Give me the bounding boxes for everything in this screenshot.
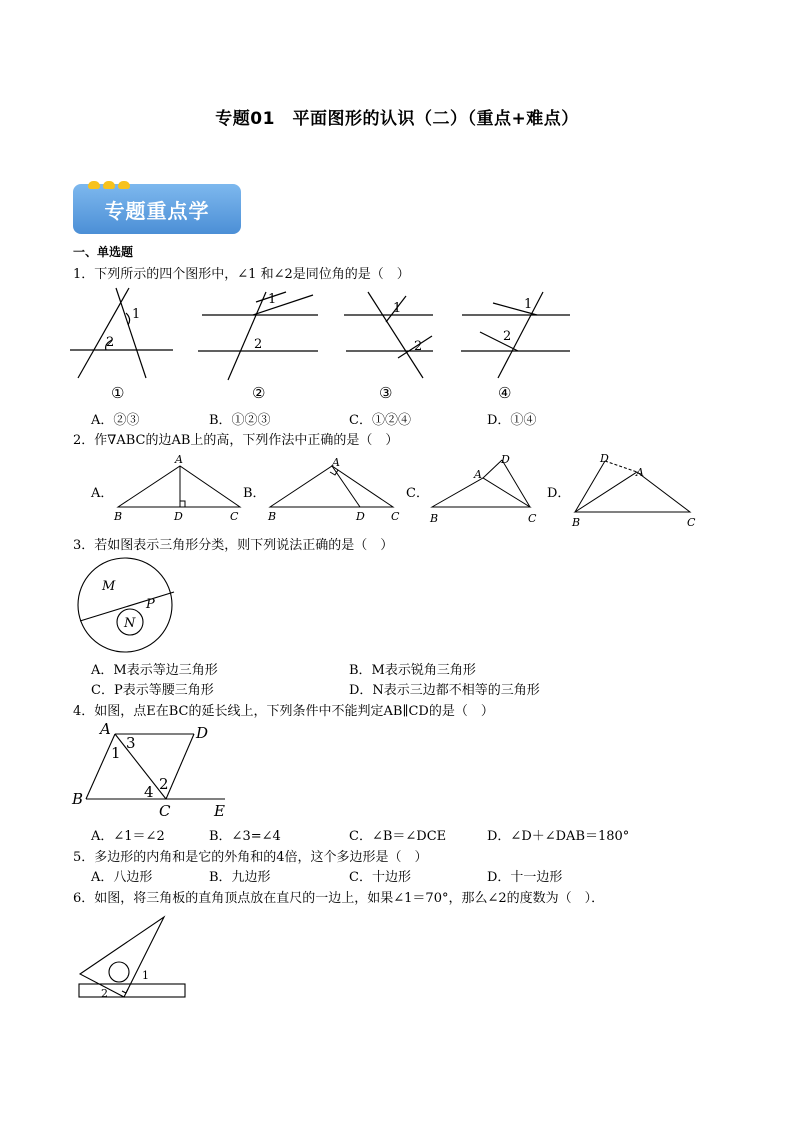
q2-figures xyxy=(110,452,710,532)
point-label: C xyxy=(528,512,537,525)
question-5-stem: 5．多边形的内角和是它的外角和的4倍，这个多边形是（ ） xyxy=(73,850,428,865)
figure-label: ② xyxy=(252,384,266,402)
angle-label: 1 xyxy=(111,744,121,762)
point-label: A xyxy=(175,453,183,466)
point-label: A xyxy=(474,468,482,481)
section-banner xyxy=(73,184,241,234)
q2-option-d[interactable]: D． xyxy=(547,486,571,501)
figure-label: ③ xyxy=(379,384,393,402)
question-1-stem: 1．下列所示的四个图形中，∠1 和∠2是同位角的是（ ） xyxy=(73,267,410,282)
angle-label: 1 xyxy=(524,297,533,312)
point-label: D xyxy=(600,452,609,465)
q4-option-b[interactable]: B．∠3=∠4 xyxy=(209,829,281,844)
point-label: B xyxy=(430,512,439,525)
question-6-stem: 6．如图，将三角板的直角顶点放在直尺的一边上，如果∠1＝70°，那么∠2的度数为（ ）． xyxy=(73,891,605,906)
angle-label: 1 xyxy=(393,301,402,316)
point-label: C xyxy=(687,516,696,529)
question-2-stem: 2．作∇ABC的边AB上的高，下列作法中正确的是（ ） xyxy=(73,433,399,448)
point-label: C xyxy=(391,510,400,523)
q3-option-b[interactable]: B．M表示锐角三角形 xyxy=(349,663,476,678)
angle-label: 1 xyxy=(142,969,149,982)
angle-label: 1 xyxy=(132,307,141,322)
q4-option-d[interactable]: D．∠D＋∠DAB＝180° xyxy=(487,829,630,844)
q1-option-b[interactable]: B．①②③ xyxy=(209,413,271,428)
angle-label: 2 xyxy=(106,335,115,350)
dot-icon xyxy=(88,181,100,189)
region-label: P xyxy=(146,597,155,612)
point-label: C xyxy=(159,802,171,820)
point-label: B xyxy=(268,510,277,523)
point-label: D xyxy=(501,453,510,466)
angle-label: 3 xyxy=(126,734,136,752)
point-label: A xyxy=(100,720,111,738)
q1-option-d[interactable]: D．①④ xyxy=(487,413,537,428)
banner-label: 专题重点学 xyxy=(104,199,210,223)
angle-label: 2 xyxy=(503,329,512,344)
region-label: M xyxy=(102,579,116,594)
region-label: N xyxy=(124,616,136,631)
point-label: A xyxy=(332,456,340,469)
q1-option-c[interactable]: C．①②④ xyxy=(349,413,411,428)
q5-option-c[interactable]: C．十边形 xyxy=(349,870,411,885)
angle-label: 2 xyxy=(414,339,423,354)
question-4-stem: 4．如图，点E在BC的延长线上，下列条件中不能判定AB∥CD的是（ ） xyxy=(73,704,494,719)
question-3-stem: 3．若如图表示三角形分类，则下列说法正确的是（ ） xyxy=(73,538,394,553)
point-label: B xyxy=(72,790,84,808)
angle-label: 4 xyxy=(144,783,154,801)
figure-label: ④ xyxy=(498,384,512,402)
q3-figure xyxy=(70,556,185,656)
q4-option-c[interactable]: C．∠B＝∠DCE xyxy=(349,829,447,844)
q5-option-a[interactable]: A．八边形 xyxy=(91,870,153,885)
angle-label: 1 xyxy=(268,292,277,307)
point-label: B xyxy=(114,510,123,523)
point-label: E xyxy=(214,802,225,820)
q5-option-b[interactable]: B．九边形 xyxy=(209,870,271,885)
q1-figures xyxy=(68,280,588,405)
angle-label: 2 xyxy=(254,337,263,352)
q2-option-b[interactable]: B． xyxy=(243,486,266,501)
figure-label: ① xyxy=(111,384,125,402)
q6-figure xyxy=(76,912,191,1002)
point-label: A xyxy=(636,466,644,479)
point-label: D xyxy=(174,510,183,523)
q3-option-a[interactable]: A．M表示等边三角形 xyxy=(91,663,218,678)
q3-option-d[interactable]: D．N表示三边都不相等的三角形 xyxy=(349,683,540,698)
point-label: B xyxy=(572,516,581,529)
point-label: D xyxy=(356,510,365,523)
q2-option-a[interactable]: A． xyxy=(91,486,114,501)
q4-figure xyxy=(70,720,240,820)
page-title: 专题01 平面图形的认识（二）（重点+难点） xyxy=(215,109,579,129)
q5-option-d[interactable]: D．十一边形 xyxy=(487,870,563,885)
angle-label: 2 xyxy=(159,775,169,793)
section-heading: 一、单选题 xyxy=(73,245,134,259)
point-label: C xyxy=(230,510,239,523)
point-label: D xyxy=(196,724,209,742)
angle-label: 2 xyxy=(101,987,108,1000)
dot-icon xyxy=(103,181,115,189)
q3-option-c[interactable]: C．P表示等腰三角形 xyxy=(91,683,214,698)
dot-icon xyxy=(118,181,130,189)
q1-option-a[interactable]: A．②③ xyxy=(91,413,140,428)
q2-option-c[interactable]: C． xyxy=(406,486,429,501)
q4-option-a[interactable]: A．∠1＝∠2 xyxy=(91,829,165,844)
